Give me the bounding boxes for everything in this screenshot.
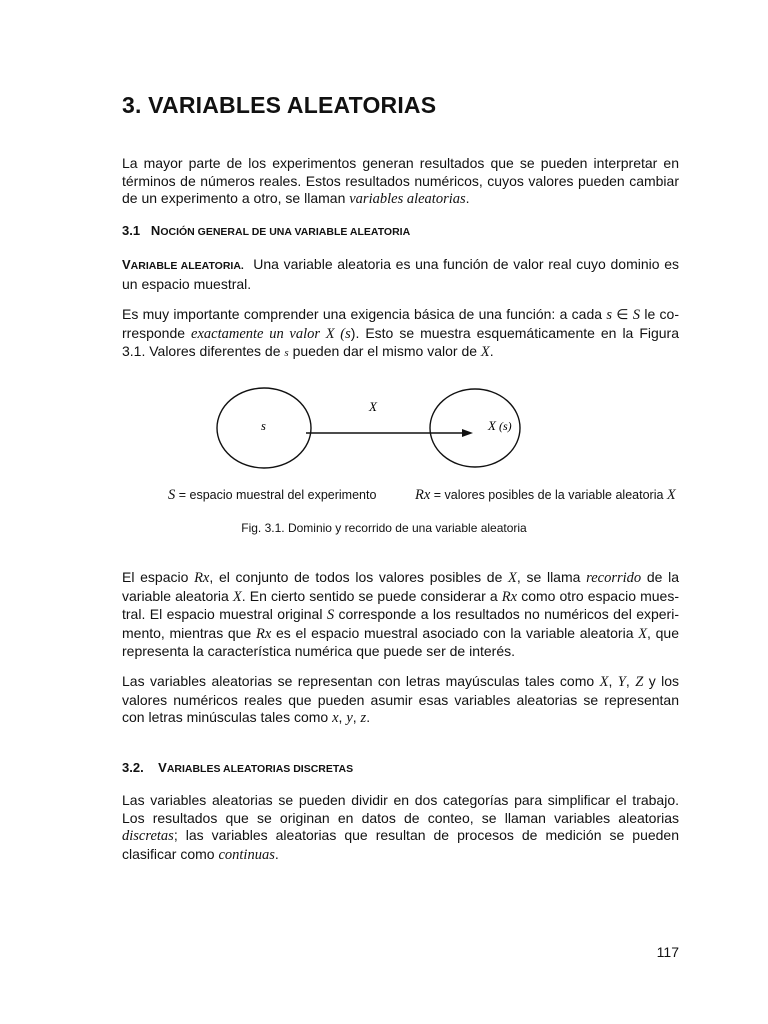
notation-paragraph <box>122 673 679 728</box>
domain-label: s <box>261 419 266 433</box>
text-segment: . <box>489 343 494 359</box>
math-s: s <box>606 307 612 323</box>
section-heading-3-2 <box>122 759 353 779</box>
text-segment: es el espacio muestral asociado con la variable aleatoria <box>271 624 639 641</box>
range-caption <box>415 487 676 505</box>
definition-label-initial: V <box>122 257 131 272</box>
math-Rx: Rx <box>501 588 518 605</box>
definition-label-rest: ARIABLE ALEATORIA. <box>130 260 244 272</box>
range-caption-text: = valores posibles de la variable aleatoria <box>430 488 667 502</box>
intro-paragraph <box>122 155 679 209</box>
domain-caption-text: = espacio muestral del experimento <box>175 488 377 502</box>
text-segment: como otro espacio mues-tral. El espacio muestral original <box>122 587 679 622</box>
domain-range-diagram <box>0 380 768 480</box>
text-segment: , <box>338 709 347 725</box>
intro-text-end: . <box>465 190 470 206</box>
range-paragraph <box>122 569 679 661</box>
emphasis-exact-value: exactamente un valor X <box>191 325 335 342</box>
term-continuas: continuas <box>218 846 275 863</box>
math-X: X <box>599 674 609 690</box>
math-Rx: Rx <box>194 570 210 586</box>
text-segment: El espacio <box>122 569 195 585</box>
domain-caption <box>168 487 376 505</box>
figure-caption: Fig. 3.1. Dominio y recorrido de una variable aleatoria <box>241 521 527 535</box>
text-segment: , se llama <box>516 569 587 585</box>
math-S: S <box>632 307 641 323</box>
intro-term: variables aleatorias <box>349 191 466 207</box>
math-paren: ( <box>334 325 346 342</box>
section-heading-3-1 <box>122 222 410 242</box>
text-segment: . <box>274 845 279 862</box>
math-y: y <box>346 710 353 726</box>
arrow-head-icon <box>462 429 473 437</box>
text-segment: y los valores numéricos reales que pueden asumir esas variables aleatorias se representan con letras minúsculas tales como <box>122 673 680 725</box>
text-segment: . En cierto sentido se puede considerar a <box>241 587 502 604</box>
element-of-symbol: ∈ <box>612 306 633 322</box>
definition-paragraph <box>122 256 679 293</box>
definition-text: Una variable aleatoria es una función de valor real cuyo dominio es un espacio muestral. <box>122 256 680 292</box>
section-title-rest: OCIÓN GENERAL DE UNA VARIABLE ALEATORIA <box>160 226 411 238</box>
text-segment: Las variables aleatorias se representan con letras mayúsculas tales como <box>122 673 600 689</box>
math-X: X <box>638 625 648 642</box>
term-recorrido: recorrido <box>586 570 642 586</box>
text-segment: ; las variables aleatorias que resultan de procesos de medición se pueden clasificar como <box>122 827 679 862</box>
intro-text: La mayor parte de los experimentos generan resultados que se pueden interpretar en términos de números reales. Estos resultados numéricos, cuyos valores pueden cambiar de un experimento a otro, se llaman <box>122 155 679 206</box>
section-number: 3.2. <box>122 760 144 775</box>
text-segment: de la variable aleatoria <box>122 569 679 604</box>
range-label-s: (s) <box>499 419 512 433</box>
arrow-label: X <box>369 399 377 414</box>
section-number: 3.1 <box>122 223 141 238</box>
text-segment: Es muy importante comprender una exigencia básica de una función: a cada <box>122 306 607 322</box>
page-number: 117 <box>656 944 679 960</box>
text-segment: . <box>366 709 371 725</box>
math-s: s <box>284 347 289 359</box>
math-Y: Y <box>617 674 626 690</box>
math-x: x <box>332 710 339 726</box>
math-Z: Z <box>635 674 644 690</box>
chapter-title: 3. VARIABLES ALEATORIAS <box>122 92 437 118</box>
math-X: X <box>508 570 517 586</box>
discrete-paragraph <box>122 792 679 864</box>
definition-label <box>122 256 244 272</box>
math-z: z <box>360 710 367 726</box>
math-S: S <box>326 607 335 623</box>
text-segment: , <box>625 673 636 689</box>
math-X: X <box>480 344 490 360</box>
text-segment: , el conjunto de todos los valores posibles de <box>209 569 509 585</box>
text-segment: pueden dar el mismo valor de <box>288 343 481 359</box>
section-title-initial: V <box>158 760 167 775</box>
math-X: X <box>232 588 242 605</box>
text-segment: , <box>352 709 361 725</box>
math-s: s <box>345 325 351 342</box>
text-segment: ). Esto se muestra esquemáticamente en la Figura 3.1. Valores diferentes de <box>122 324 679 359</box>
section-title-initial: N <box>150 223 161 238</box>
function-requirement-paragraph <box>122 306 679 363</box>
math-Rx: Rx <box>255 625 272 642</box>
text-segment: corresponde a los resultados no numéricos del experi-mento, mientras que <box>122 606 679 641</box>
term-discretas: discretas <box>122 828 174 844</box>
math-X: X <box>666 487 676 503</box>
section-title-rest: ARIABLES ALEATORIAS DISCRETAS <box>166 763 354 775</box>
range-label-X: X <box>488 418 496 433</box>
text-segment: , que representa la característica numérica que puede ser de interés. <box>122 624 680 659</box>
math-Rx: Rx <box>415 487 431 503</box>
math-S: S <box>168 487 176 503</box>
text-segment: le co-rresponde <box>122 306 679 341</box>
text-segment: , <box>608 673 618 689</box>
text-segment: Las variables aleatorias se pueden dividir en dos categorías para simplificar el trabajo. Los resultados que se originan en datos de conteo, se llaman variables aleatorias <box>122 792 679 826</box>
